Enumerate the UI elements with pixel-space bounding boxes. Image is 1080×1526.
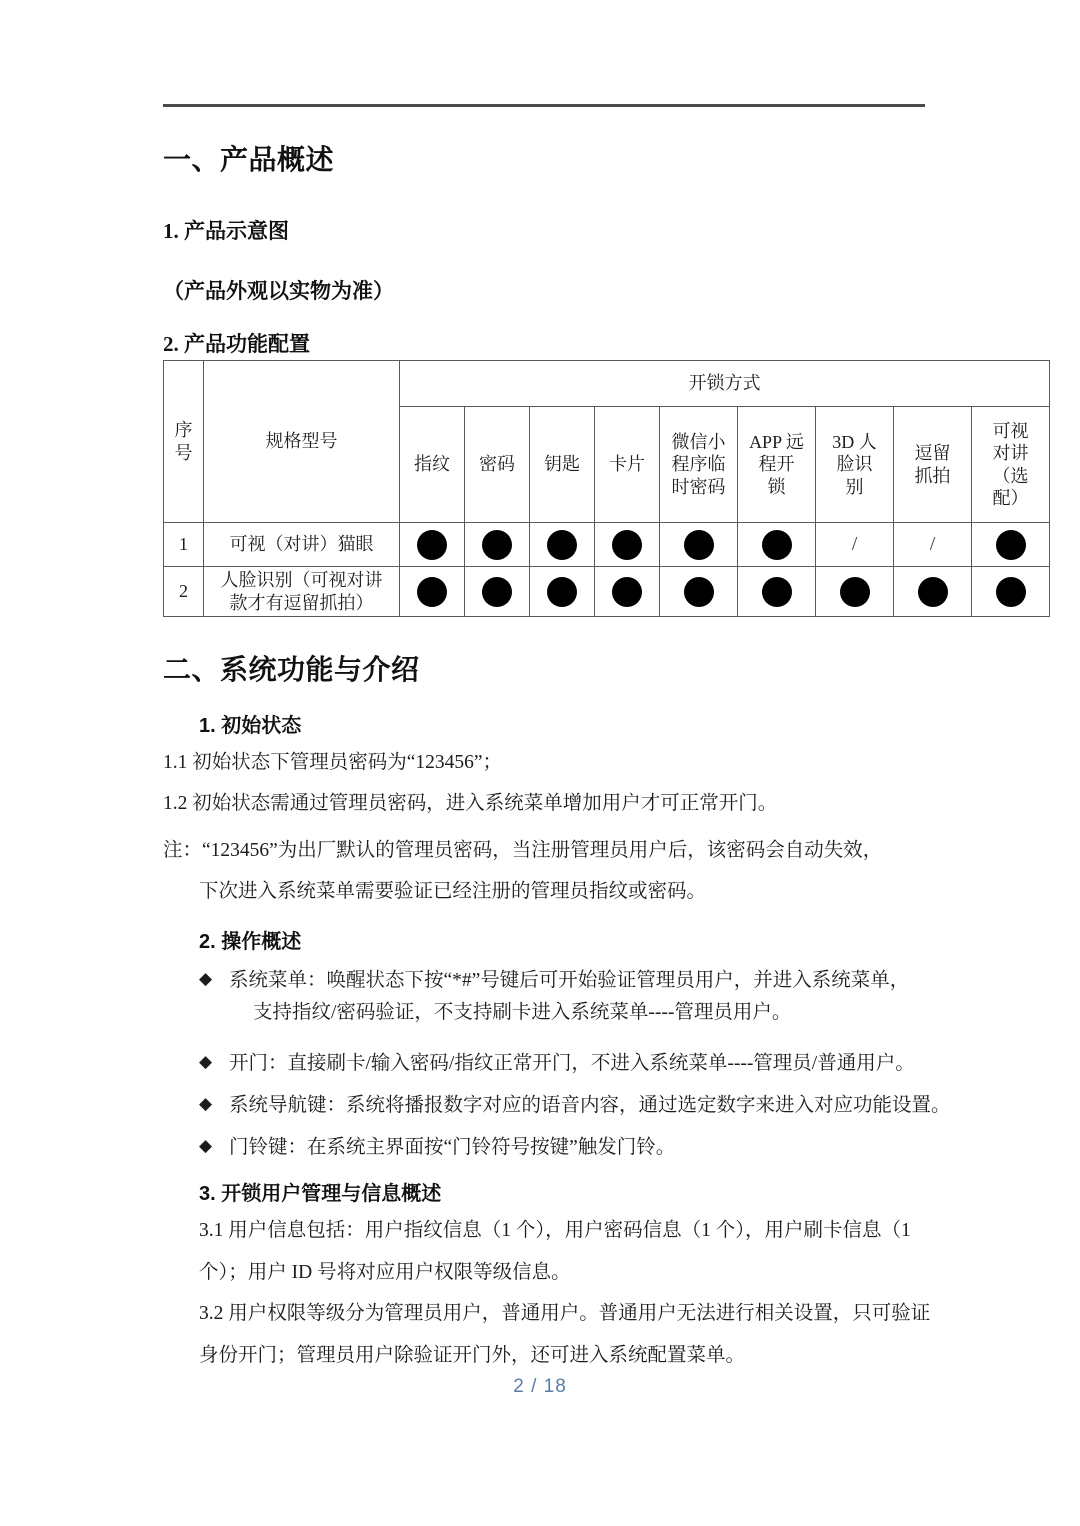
para-2-1-note-line2: 下次进入系统菜单需要验证已经注册的管理员指纹或密码。: [199, 881, 707, 902]
label-line: 程序临: [671, 454, 726, 475]
table-header-fingerprint: [400, 407, 465, 523]
product-appearance-note: （产品外观以实物为准）: [163, 279, 394, 303]
filled-dot-icon: [417, 530, 447, 560]
label-line: 别: [845, 476, 864, 497]
filled-dot-icon: [482, 530, 512, 560]
label-line: 逗留: [914, 443, 951, 463]
diamond-bullet-icon: ◆: [199, 1094, 213, 1113]
filled-dot-icon: [612, 530, 642, 560]
label-line: 时密码: [671, 476, 726, 497]
table-row: [164, 523, 1050, 567]
label-line: （选: [992, 465, 1029, 486]
label-line: 钥匙: [544, 454, 580, 475]
cell-3d-face-recognition: [816, 567, 894, 617]
table-group-header-row: [164, 361, 1050, 407]
cell-wechat-temp-password: [660, 567, 738, 617]
cell-key: [530, 567, 595, 617]
label-line: 微信小: [671, 431, 726, 452]
filled-dot-icon: [547, 530, 577, 560]
cell-fingerprint: [400, 523, 465, 567]
label-line: 配）: [992, 488, 1029, 508]
cell-card: [595, 523, 660, 567]
label-line: 密码: [479, 454, 515, 475]
table-header-seq-line1: 序: [174, 420, 193, 440]
not-available-slash: /: [929, 533, 936, 555]
subsection-2-3-title: 3. 开锁用户管理与信息概述: [199, 1183, 442, 1205]
diamond-bullet-icon: ◆: [199, 1052, 213, 1071]
table-header-spec: 规格型号: [204, 361, 400, 523]
para-2-1-note-line1: 注：“123456”为出厂默认的管理员密码，当注册管理员用户后，该密码会自动失效，: [163, 840, 883, 861]
row-spec: [204, 523, 400, 567]
bullet-text: 门铃键：在系统主界面按“门铃符号按键”触发门铃。: [229, 1137, 676, 1158]
label-line: APP 远: [749, 431, 804, 452]
filled-dot-icon: [840, 577, 870, 607]
bullet-item-doorbell-key: [199, 1132, 957, 1164]
product-config-table: [163, 360, 1050, 617]
table-header-loiter-capture: [894, 407, 972, 523]
page-number: 2 / 18: [513, 1376, 567, 1397]
section-heading-1: 一、产品概述: [163, 144, 335, 175]
filled-dot-icon: [482, 577, 512, 607]
not-available-slash: /: [851, 533, 858, 555]
label-line: 3D 人: [832, 431, 877, 452]
label-line: 卡片: [609, 454, 645, 475]
row-seq: 2: [164, 567, 204, 617]
table-header-seq-line2: 号: [174, 442, 193, 463]
para-2-3-2-line1: 3.2 用户权限等级分为管理员用户，普通用户。普通用户无法进行相关设置，只可验证: [199, 1303, 931, 1324]
filled-dot-icon: [996, 530, 1026, 560]
filled-dot-icon: [684, 577, 714, 607]
diamond-bullet-icon: ◆: [199, 969, 213, 988]
bullet-item-system-menu: [199, 965, 957, 1028]
label-line: 脸识: [836, 454, 873, 475]
cell-app-remote-unlock: [738, 567, 816, 617]
bullet-line: 支持指纹/密码验证，不支持刷卡进入系统菜单----管理员用户。: [253, 1001, 792, 1023]
cell-password: [465, 523, 530, 567]
subsection-1-2-title: 2. 产品功能配置: [163, 332, 310, 356]
table-header-3d-face-recognition: [816, 407, 894, 523]
bullet-text: 系统导航键：系统将播报数字对应的语音内容，通过选定数字来进入对应功能设置。: [229, 1095, 951, 1116]
cell-loiter-capture: [894, 523, 972, 567]
cell-app-remote-unlock: [738, 523, 816, 567]
cell-key: [530, 523, 595, 567]
table-header-unlock-methods: 开锁方式: [400, 361, 1050, 407]
subsection-2-2-title: 2. 操作概述: [199, 931, 302, 953]
cell-password: [465, 567, 530, 617]
para-2-1-1: 1.1 初始状态下管理员密码为“123456”；: [163, 752, 503, 773]
filled-dot-icon: [918, 577, 948, 607]
para-2-1-2: 1.2 初始状态需通过管理员密码，进入系统菜单增加用户才可正常开门。: [163, 793, 778, 814]
filled-dot-icon: [612, 577, 642, 607]
label-line: 对讲: [992, 443, 1029, 463]
cell-loiter-capture: [894, 567, 972, 617]
label-line: 抓拍: [914, 465, 951, 486]
spec-line: 人脸识别（可视对讲: [220, 570, 383, 590]
filled-dot-icon: [684, 530, 714, 560]
cell-video-intercom: [972, 567, 1050, 617]
subsection-1-1-title: 1. 产品示意图: [163, 219, 289, 243]
cell-fingerprint: [400, 567, 465, 617]
filled-dot-icon: [996, 577, 1026, 607]
spec-line: 款才有逗留抓拍）: [229, 592, 374, 613]
cell-wechat-temp-password: [660, 523, 738, 567]
filled-dot-icon: [762, 577, 792, 607]
filled-dot-icon: [762, 530, 792, 560]
table-header-password: [465, 407, 530, 523]
table-header-wechat-temp-password: [660, 407, 738, 523]
label-line: 程开: [758, 454, 795, 475]
bullet-item-navigation-key: [199, 1090, 969, 1122]
cell-video-intercom: [972, 523, 1050, 567]
bullet-text: 开门：直接刷卡/输入密码/指纹正常开门，不进入系统菜单----管理员/普通用户。: [229, 1053, 915, 1074]
table-header-key: [530, 407, 595, 523]
label-line: 可视: [992, 420, 1029, 441]
para-2-3-1-line1: 3.1 用户信息包括：用户指纹信息（1 个），用户密码信息（1 个），用户刷卡信息（1: [199, 1220, 911, 1241]
table-header-video-intercom: [972, 407, 1050, 523]
header-rule: [163, 104, 925, 107]
row-seq: 1: [164, 523, 204, 567]
section-heading-2: 二、系统功能与介绍: [163, 654, 420, 685]
label-line: 指纹: [414, 454, 450, 475]
cell-card: [595, 567, 660, 617]
subsection-2-1-title: 1. 初始状态: [199, 715, 302, 737]
bullet-line: 系统菜单：唤醒状态下按“*#”号键后可开始验证管理员用户，并进入系统菜单，: [229, 970, 910, 991]
diamond-bullet-icon: ◆: [199, 1136, 213, 1155]
spec-line: 可视（对讲）猫眼: [229, 534, 374, 555]
para-2-3-1-line2: 个）；用户 ID 号将对应用户权限等级信息。: [199, 1262, 571, 1283]
table-header-card: [595, 407, 660, 523]
bullet-item-open-door: [199, 1048, 957, 1080]
filled-dot-icon: [417, 577, 447, 607]
table-row: [164, 567, 1050, 617]
cell-3d-face-recognition: [816, 523, 894, 567]
bullet-text: [229, 965, 957, 1028]
table-header-seq: [164, 361, 204, 523]
table-header-app-remote-unlock: [738, 407, 816, 523]
filled-dot-icon: [547, 577, 577, 607]
label-line: 锁: [767, 476, 786, 497]
row-spec: [204, 567, 400, 617]
para-2-3-2-line2: 身份开门；管理员用户除验证开门外，还可进入系统配置菜单。: [199, 1345, 746, 1366]
